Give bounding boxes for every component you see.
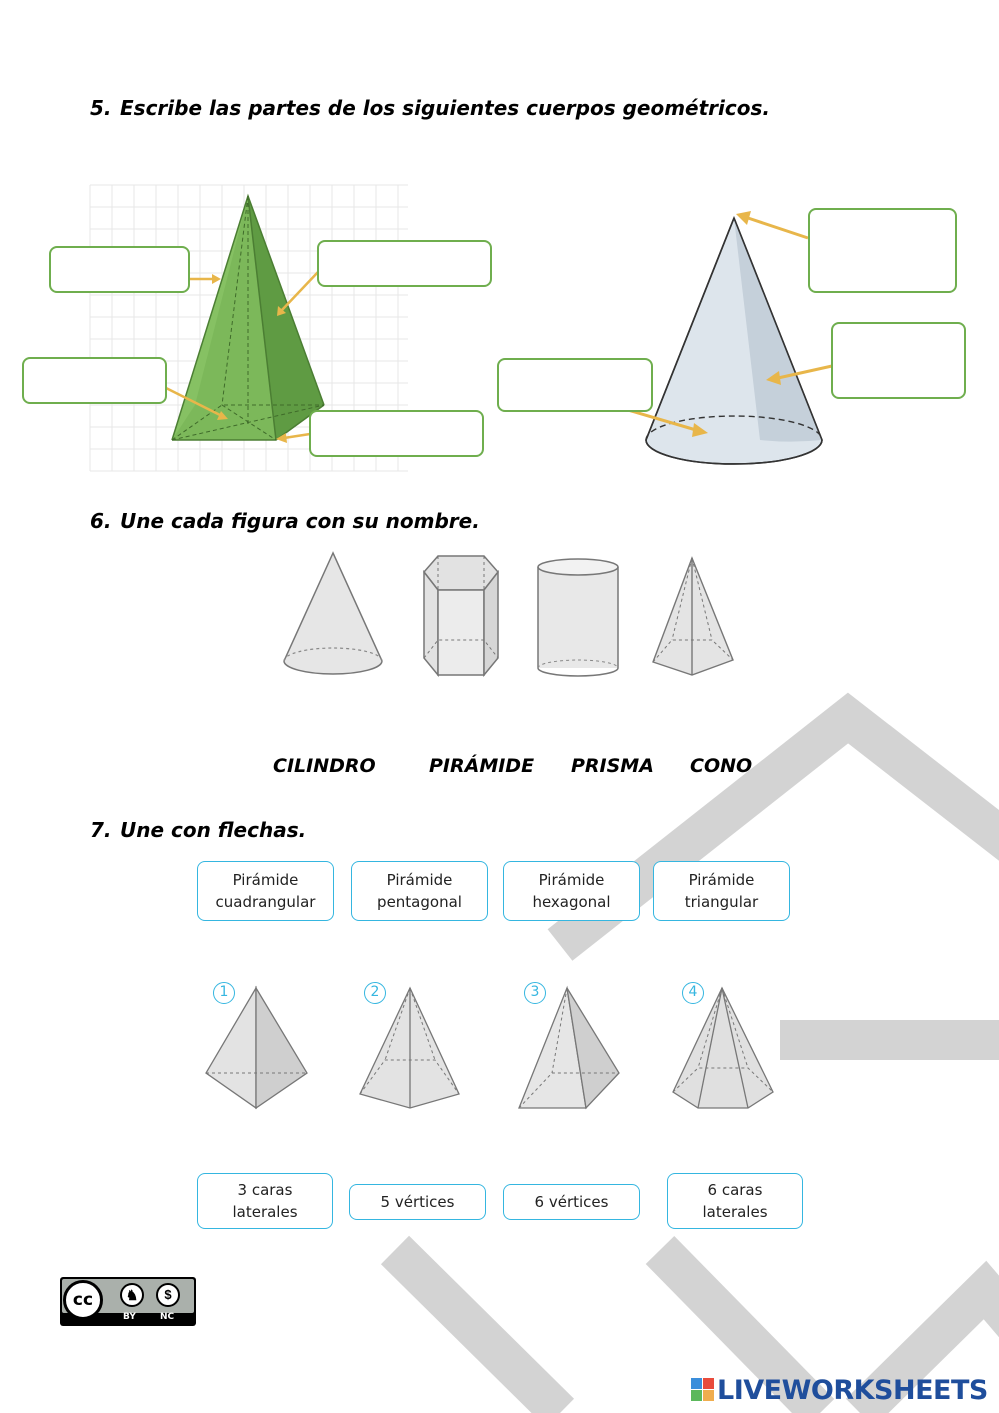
liveworksheets-logo[interactable] [691, 1373, 988, 1407]
pyramid-2-shape [360, 988, 459, 1108]
match-box-6-caras-laterales[interactable]: 6 caras laterales [667, 1173, 803, 1229]
logo-text: LIVEWORKSHEETS [717, 1374, 988, 1406]
logo-icon [691, 1378, 715, 1402]
name-option-piramide[interactable]: PIRÁMIDE [429, 755, 535, 777]
match-box-piramide-triangular[interactable]: Pirámide triangular [653, 861, 790, 921]
match-box-3-caras-laterales[interactable]: 3 caras laterales [197, 1173, 333, 1229]
number-badge-2: 2 [364, 982, 386, 1004]
match-box-6-vertices[interactable]: 6 vértices [503, 1184, 640, 1220]
noncommercial-icon: $ [156, 1283, 180, 1307]
match-box-5-vertices[interactable]: 5 vértices [349, 1184, 486, 1220]
pyramid-3-shape [519, 988, 619, 1108]
license-nc-label: NC [160, 1312, 175, 1322]
pyramid-4-shape [673, 988, 773, 1108]
match-box-piramide-pentagonal[interactable]: Pirámide pentagonal [351, 861, 488, 921]
cc-icon: cc [63, 1280, 103, 1320]
pyramid-1-shape [206, 988, 307, 1108]
name-option-cilindro[interactable]: CILINDRO [273, 755, 376, 777]
number-badge-3: 3 [524, 982, 546, 1004]
number-badge-1: 1 [213, 982, 235, 1004]
name-option-cono[interactable]: CONO [690, 755, 753, 777]
question-7-title: 7. Une con flechas. [90, 818, 307, 842]
number-badge-4: 4 [682, 982, 704, 1004]
match-box-piramide-cuadrangular[interactable]: Pirámide cuadrangular [197, 861, 334, 921]
attribution-icon: ♞ [120, 1283, 144, 1307]
cc-license-badge[interactable] [60, 1277, 196, 1326]
match-box-piramide-hexagonal[interactable]: Pirámide hexagonal [503, 861, 640, 921]
license-by-label: BY [123, 1312, 136, 1322]
question-5-title: 5. Escribe las partes de los siguientes cuerpos geométricos. [90, 96, 770, 120]
question-6-title: 6. Une cada figura con su nombre. [90, 509, 480, 533]
name-option-prisma[interactable]: PRISMA [571, 755, 654, 777]
